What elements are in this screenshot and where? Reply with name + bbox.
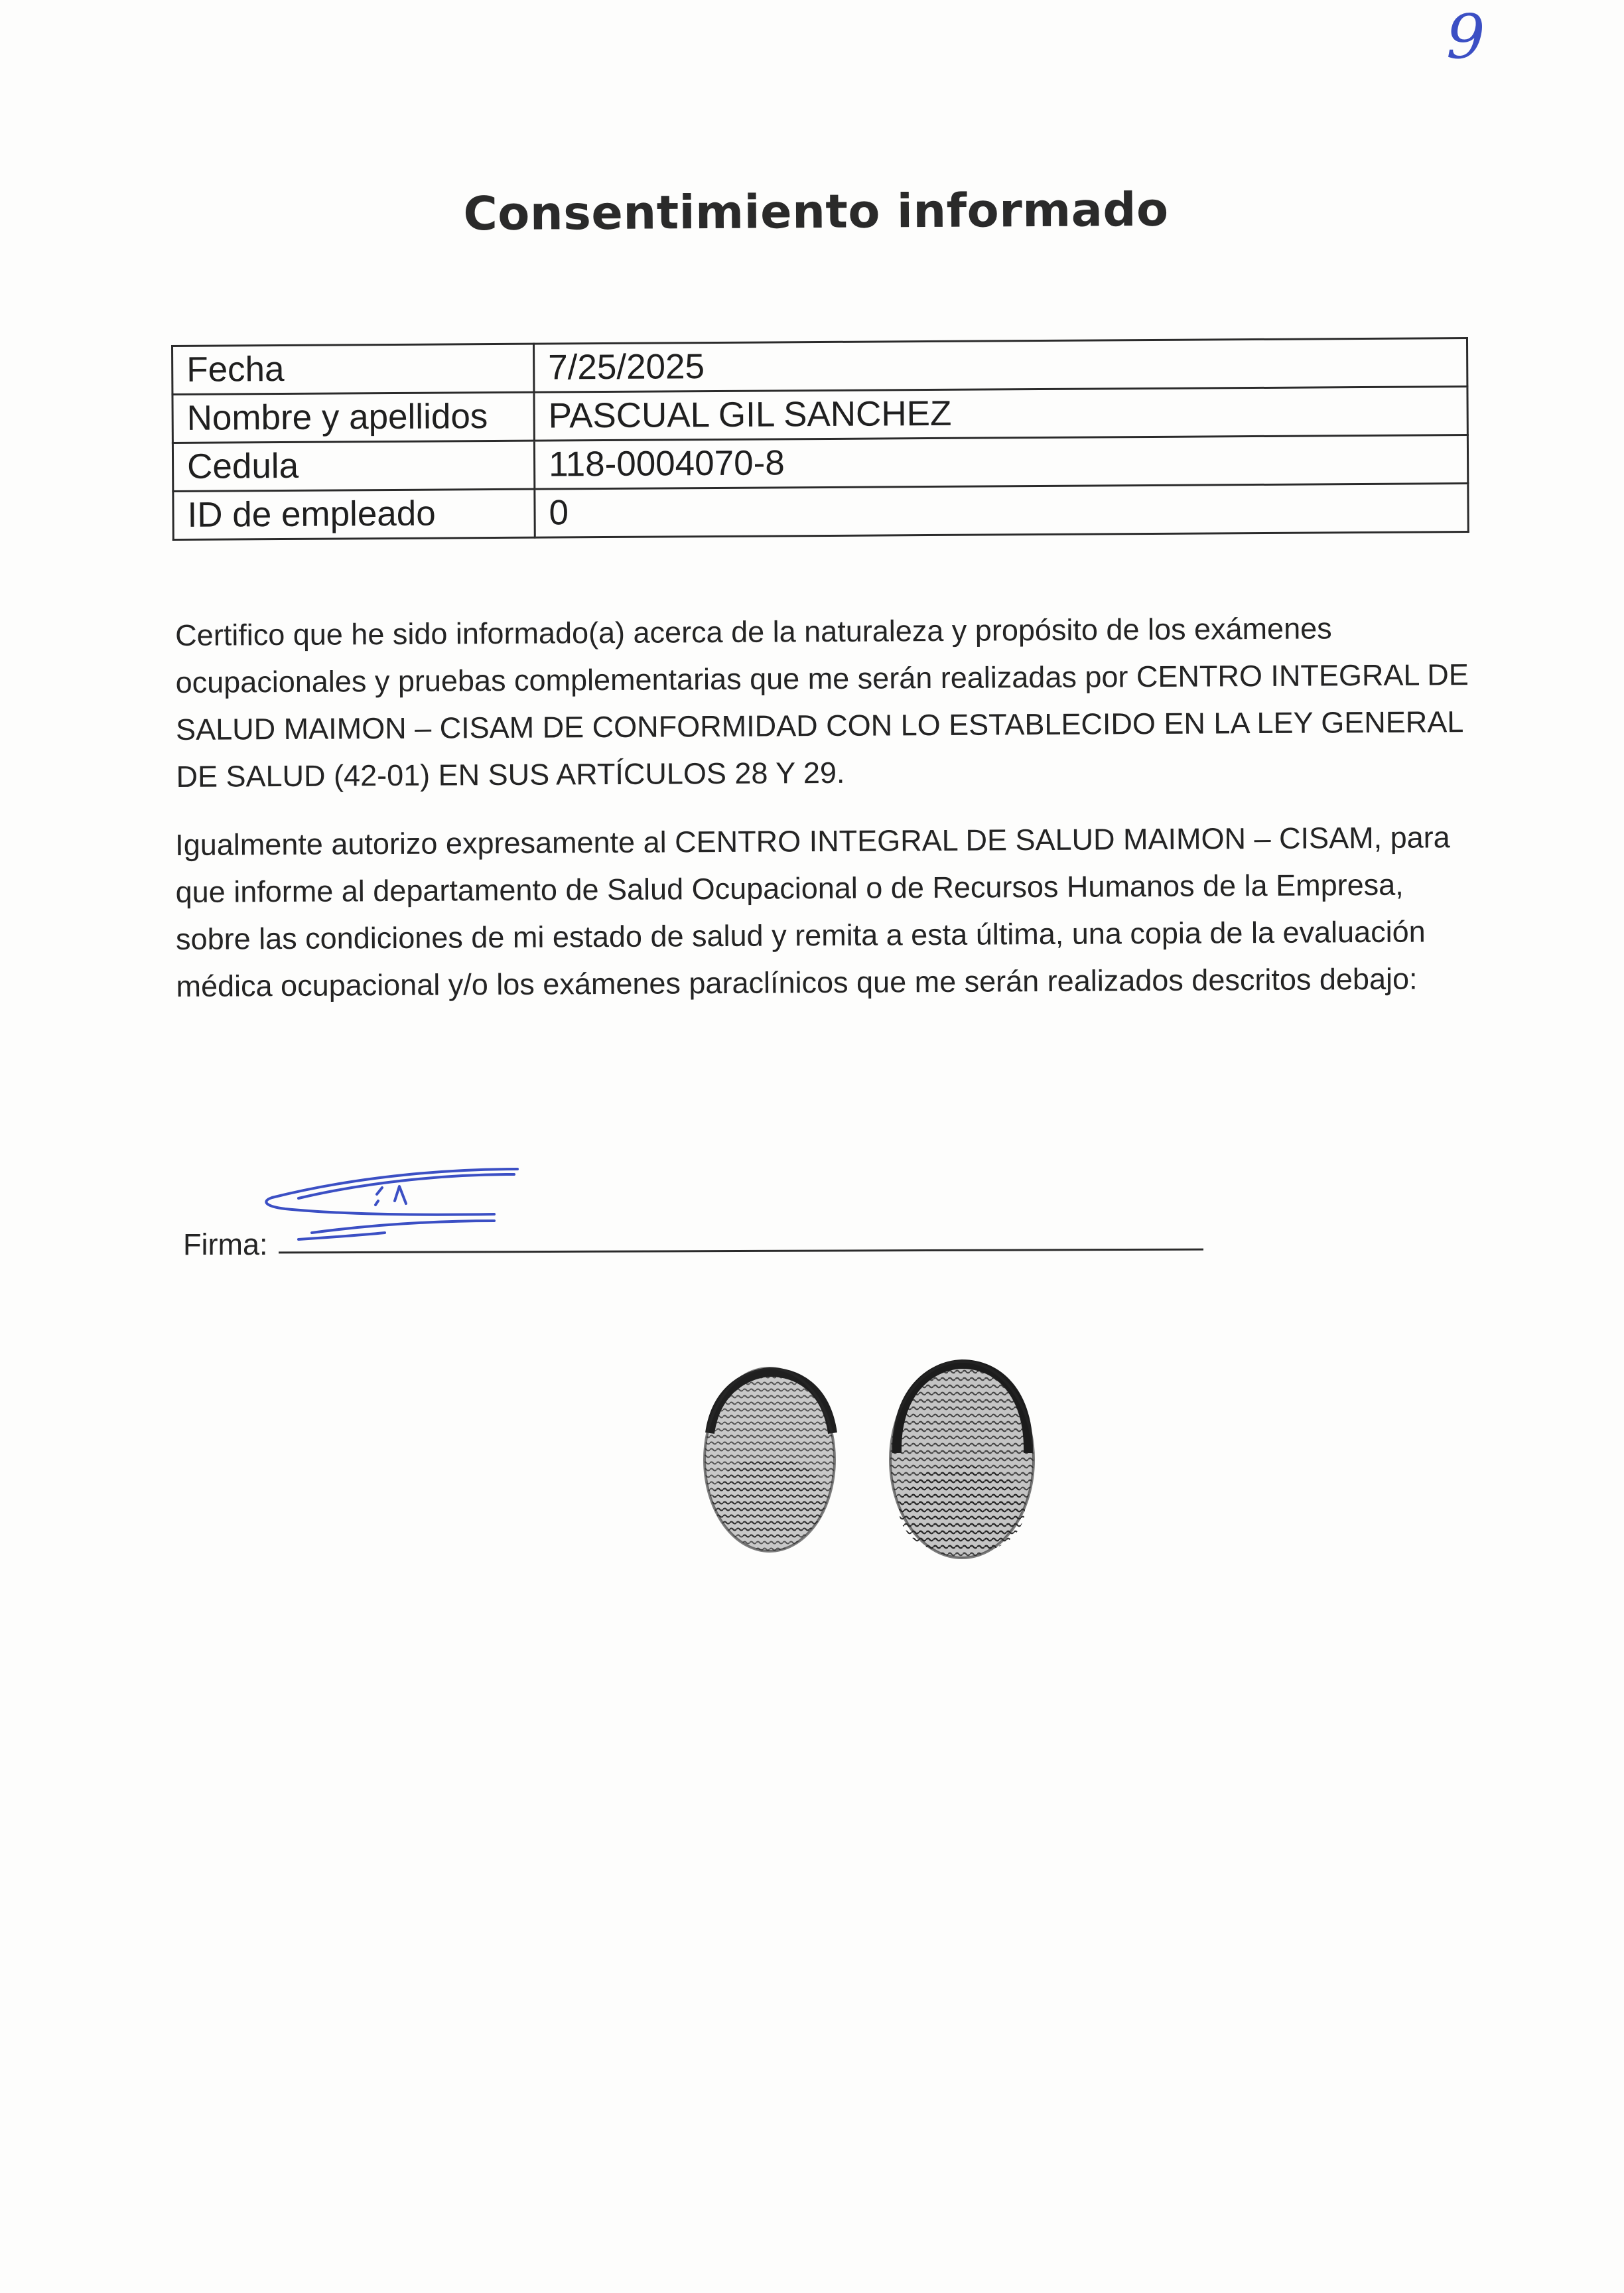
page-number: 9 (1446, 1, 1485, 72)
table-cell-value: 7/25/2025 (533, 338, 1467, 393)
table-cell-label: ID de empleado (173, 489, 535, 539)
consent-paragraph-1: Certifico que he sido informado(a) acerca de la naturaleza y propósito de los exámenes ocupacionales y pruebas complementarias que me serán realizadas por CENTRO INTEGRAL DE SALUD MAIMON – CISAM DE CONFORMIDAD CON LO ESTABLECIDO EN LA LEY GENERAL DE SALUD (42-01) EN SUS ARTÍCULOS 28 Y 29. (175, 611, 1469, 794)
consent-paragraph-2: Igualmente autorizo expresamente al CENTRO INTEGRAL DE SALUD MAIMON – CISAM, para que informe al departamento de Salud Ocupacional o de Recursos Humanos de la Empresa, sobre las condiciones de mi estado de salud y remita a esta última, una copia de la evaluación médica ocupacional y/o los exámenes paraclínicos que me serán realizados descritos debajo: (175, 820, 1450, 1003)
table-cell-value: 0 (535, 484, 1468, 538)
table-cell-label: Nombre y apellidos (172, 392, 534, 443)
document-title: Consentimiento informado (463, 182, 1169, 242)
fingerprint-right-icon (882, 1354, 1042, 1569)
table-cell-label: Cedula (172, 441, 534, 491)
table-cell-value: 118-0004070-8 (534, 435, 1467, 490)
table-row (172, 338, 1467, 395)
info-table (171, 337, 1469, 541)
table-row (173, 484, 1468, 540)
table-cell-value: PASCUAL GIL SANCHEZ (534, 387, 1467, 441)
table-cell-label: Fecha (172, 344, 534, 394)
fingerprint-left-icon (697, 1360, 843, 1563)
table-row (172, 387, 1467, 443)
table-row (172, 435, 1467, 492)
signature-label: Firma: (183, 1227, 268, 1261)
handwritten-signature-icon (259, 1154, 537, 1257)
